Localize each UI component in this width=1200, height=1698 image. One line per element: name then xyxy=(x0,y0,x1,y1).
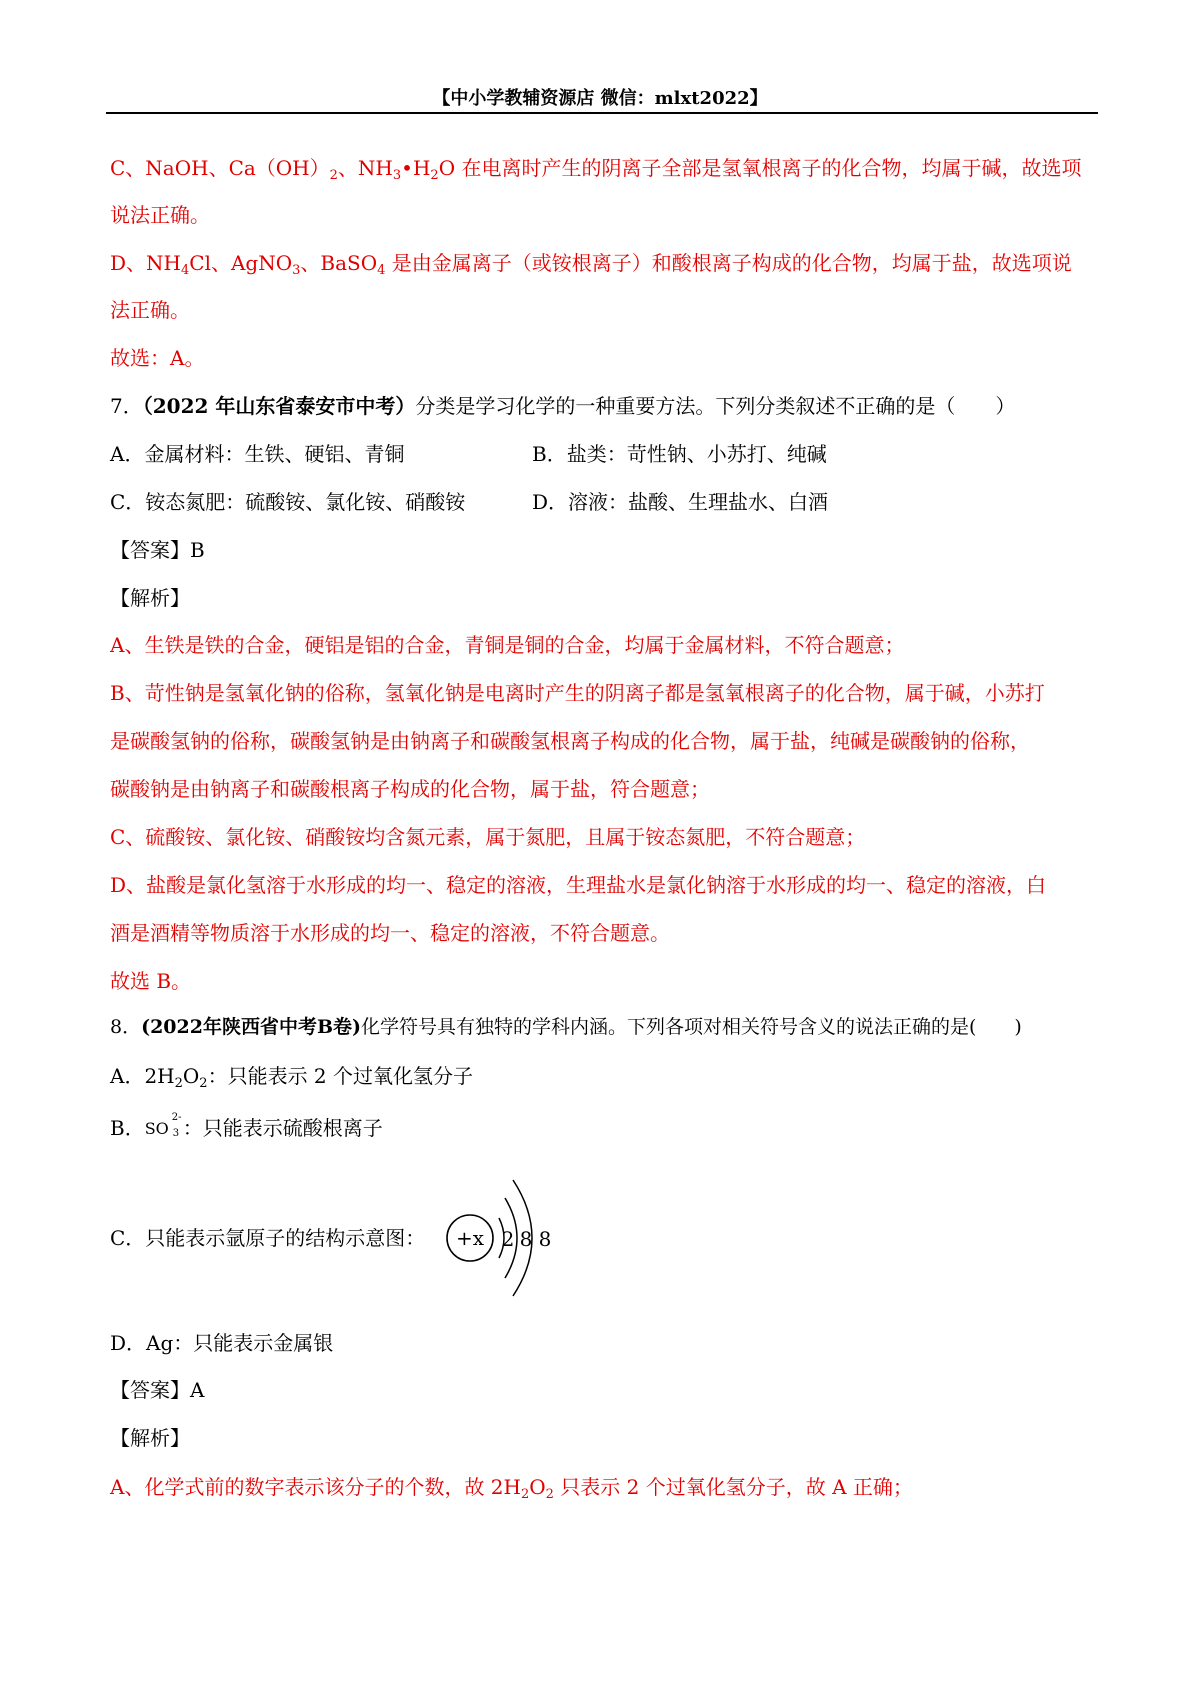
q6-explanation-d: D、$NH_4Cl$、AgNO$_3$、BaSO$_4$ 是由金属离子（或铵根离子）和酸根离子构成的化合物，均属于盐，故选项说 xyxy=(110,251,1072,278)
shell-1-electrons: 2 xyxy=(501,1227,515,1251)
q7-stem: 7．（2022 年山东省泰安市中考）分类是学习化学的一种重要方法。下列分类叙述不正确的是（ ） xyxy=(110,394,1016,418)
q7-answer: 【答案】B xyxy=(110,538,205,562)
q7-explanation-b1: B、苛性钠是氢氧化钠的俗称，氢氧化钠是电离时产生的阴离子都是氢氧根离子的化合物，属于碱，小苏打 xyxy=(110,681,1045,705)
nucleus-label: +x xyxy=(455,1226,485,1250)
atomic-structure-diagram xyxy=(445,1160,565,1300)
q7-option-d: D．溶液：盐酸、生理盐水、白酒 xyxy=(532,490,829,514)
q8-explanation-a: A、化学式前的数字表示该分子的个数，故 $2H_2O_2$ 只表示 2 个过氧化氢分子，故 A 正确； xyxy=(110,1475,913,1502)
q7-explanation-c: C、硫酸铵、氯化铵、硝酸铵均含氮元素，属于氮肥，且属于铵态氮肥，不符合题意； xyxy=(110,825,866,849)
q8-option-d: D．Ag：只能表示金属银 xyxy=(110,1331,334,1355)
q8-option-b: B． SO 2- 3 ：只能表示硫酸根离子 xyxy=(110,1111,383,1140)
q7-option-c: C．铵态氮肥：硫酸铵、氯化铵、硝酸铵 xyxy=(110,490,466,514)
shell-3-electrons: 8 xyxy=(538,1227,552,1251)
header-rule xyxy=(106,112,1098,114)
q8-answer: 【答案】A xyxy=(110,1378,205,1402)
q7-explanation-b2: 是碳酸氢钠的俗称，碳酸氢钠是由钠离子和碳酸氢根离子构成的化合物，属于盐，纯碱是碳酸钠的俗称， xyxy=(110,729,1030,753)
q7-option-a: A．金属材料：生铁、硬铝、青铜 xyxy=(110,442,405,466)
q8-option-c: C．只能表示氩原子的结构示意图： xyxy=(110,1226,426,1250)
q7-explanation-a: A、生铁是铁的合金，硬铝是铝的合金，青铜是铜的合金，均属于金属材料，不符合题意； xyxy=(110,633,905,657)
q8-option-a: A．$2H_2O_2$：只能表示 2 个过氧化氢分子 xyxy=(110,1064,474,1091)
q7-explanation-b3: 碳酸钠是由钠离子和碳酸根离子构成的化合物，属于盐，符合题意； xyxy=(110,777,710,801)
q8-analysis-label: 【解析】 xyxy=(110,1426,190,1450)
q7-option-b: B．盐类：苛性钠、小苏打、纯碱 xyxy=(532,442,827,466)
q6-explanation-c: C、NaOH、$Ca(OH)_2$、$NH_3•H_2O$ 在电离时产生的阴离子全部是氢氧根离子的化合物，均属于碱，故选项 xyxy=(110,156,1082,183)
q7-choice: 故选 B。 xyxy=(110,969,192,993)
q8-stem: 8．(2022年陕西省中考B卷)化学符号具有独特的学科内涵。下列各项对相关符号含义的说法正确的是( ) xyxy=(110,1016,1022,1038)
q6-choice: 故选：A。 xyxy=(110,346,205,370)
q7-explanation-d1: D、盐酸是氯化氢溶于水形成的均一、稳定的溶液，生理盐水是氯化钠溶于水形成的均一、稳定的溶液，白 xyxy=(110,873,1047,897)
q6-explanation-d-cont: 法正确。 xyxy=(110,298,190,322)
sulfite-ion-formula: SO 2- 3 xyxy=(144,1111,182,1139)
q6-explanation-c-cont: 说法正确。 xyxy=(110,203,210,227)
q7-analysis-label: 【解析】 xyxy=(110,586,190,610)
page-header: 【中小学教辅资源店 微信：mlxt2022】 xyxy=(432,88,768,109)
shell-2-electrons: 8 xyxy=(519,1227,533,1251)
q7-explanation-d2: 酒是酒精等物质溶于水形成的均一、稳定的溶液，不符合题意。 xyxy=(110,921,670,945)
